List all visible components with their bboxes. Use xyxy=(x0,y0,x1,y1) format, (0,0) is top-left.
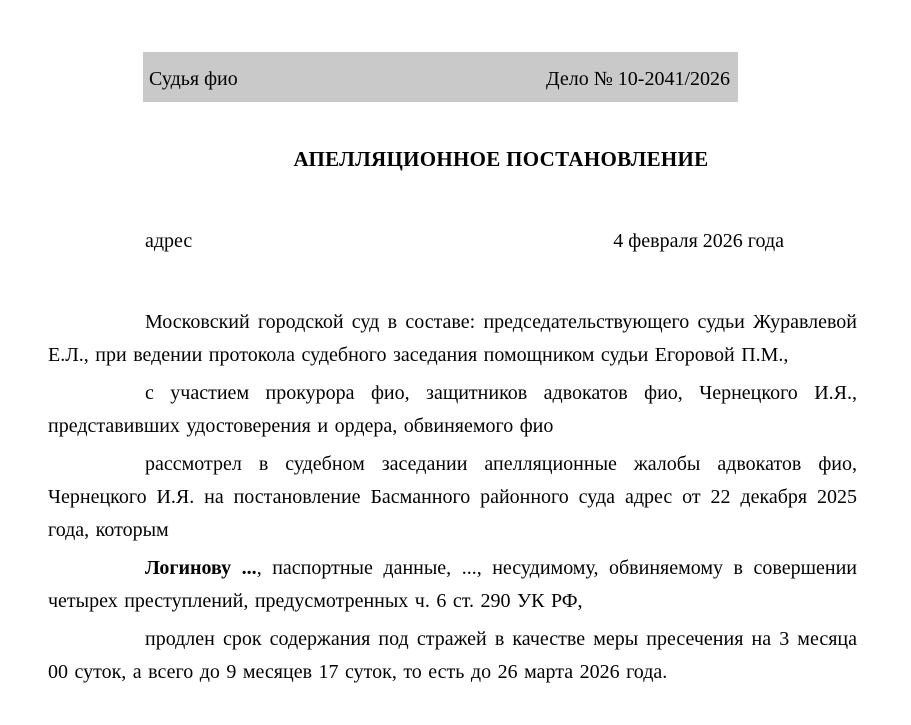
document-body xyxy=(48,306,857,689)
judge-label: Судья фио xyxy=(149,67,238,90)
paragraph-participants: с участием прокурора фио, защитников адвокатов фио, Чернецкого И.Я., представивших удостоверения и ордера, обвиняемого фио xyxy=(48,382,857,437)
paragraph-case-review: рассмотрел в судебном заседании апелляционные жалобы адвокатов фио, Чернецкого И.Я. на постановление Басманного районного суда адрес от 22 декабря 2025 года, которым xyxy=(48,453,857,541)
case-header-bar xyxy=(143,52,738,102)
place-label: адрес xyxy=(145,230,193,252)
defendant-name: Логинову ... xyxy=(145,557,257,579)
dateline xyxy=(48,225,857,258)
paragraph-court-composition: Московский городской суд в составе: председательствующего судьи Журавлевой Е.Л., при ведении протокола судебного заседания помощником судьи Егоровой П.М., xyxy=(48,311,857,366)
document-title: АПЕЛЛЯЦИОННОЕ ПОСТАНОВЛЕНИЕ xyxy=(293,147,709,171)
case-number: Дело № 10-2041/2026 xyxy=(545,67,730,90)
defendant-details: , паспортные данные, ..., несудимому, обвиняемому в совершении четырех преступлений, предусмотренных ч. 6 ст. 290 УК РФ, xyxy=(48,557,857,612)
paragraph-defendant xyxy=(48,552,857,618)
paragraph-ruling: продлен срок содержания под стражей в качестве меры пресечения на 3 месяца 00 суток, а всего до 9 месяцев 17 суток, то есть до 26 марта 2026 года. xyxy=(48,628,857,683)
date-label: 4 февраля 2026 года xyxy=(613,230,784,252)
